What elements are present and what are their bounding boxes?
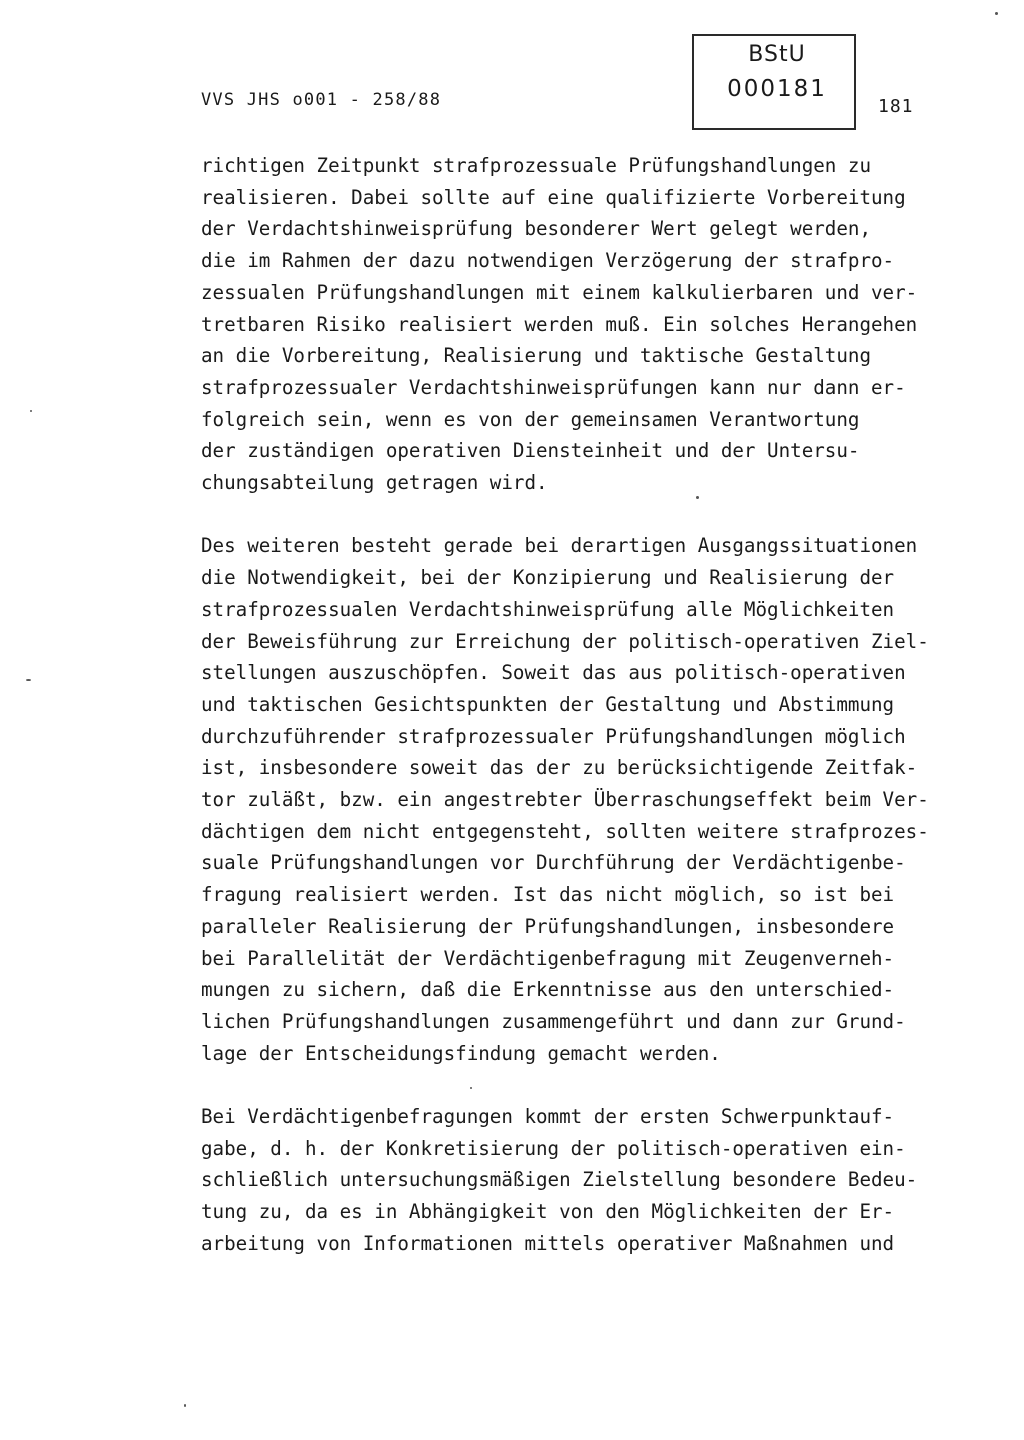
text-line: stellungen auszuschöpfen. Soweit das aus politisch-operativen [201, 661, 906, 685]
text-line: der Verdachtshinweisprüfung besonderer Wert gelegt werden, [201, 217, 872, 241]
text-line: tung zu, da es in Abhängigkeit von den Möglichkeiten der Er- [201, 1200, 895, 1224]
text-line: bei Parallelität der Verdächtigenbefragung mit Zeugenverneh- [201, 946, 895, 970]
scan-speck [30, 410, 32, 412]
paragraph-3 [201, 1101, 1001, 1260]
text-line: realisieren. Dabei sollte auf eine qualifizierte Vorbereitung [201, 185, 906, 209]
text-line: mungen zu sichern, daß die Erkenntnisse aus den unterschied- [201, 978, 895, 1002]
text-line: lichen Prüfungshandlungen zusammengeführt und dann zur Grund- [201, 1009, 906, 1033]
stamp-archive-name: BStU [748, 42, 806, 67]
text-line: Bei Verdächtigenbefragungen kommt der ersten Schwerpunktauf- [201, 1105, 895, 1129]
scan-speck [184, 1404, 186, 1407]
text-line: lage der Entscheidungsfindung gemacht werden. [201, 1041, 721, 1065]
text-line: tor zuläßt, bzw. ein angestrebter Überraschungseffekt beim Ver- [201, 788, 929, 812]
stamp-number: 000181 [727, 76, 827, 102]
text-line: gabe, d. h. der Konkretisierung der politisch-operativen ein- [201, 1136, 906, 1160]
text-line: Des weiteren besteht gerade bei derartigen Ausgangssituationen [201, 534, 918, 558]
body-text [201, 150, 1001, 1260]
text-line: fragung realisiert werden. Ist das nicht möglich, so ist bei [201, 883, 895, 907]
scan-speck [995, 12, 998, 15]
scan-speck [470, 1087, 472, 1089]
scan-speck [26, 679, 31, 681]
text-line: die Notwendigkeit, bei der Konzipierung und Realisierung der [201, 566, 895, 590]
text-line: suale Prüfungshandlungen vor Durchführung der Verdächtigenbe- [201, 851, 906, 875]
text-line: zessualen Prüfungshandlungen mit einem kalkulierbaren und ver- [201, 280, 918, 304]
text-line: ist, insbesondere soweit das der zu berücksichtigende Zeitfak- [201, 756, 918, 780]
scan-speck [696, 496, 699, 499]
text-line: strafprozessualen Verdachtshinweisprüfung alle Möglichkeiten [201, 597, 895, 621]
text-line: chungsabteilung getragen wird. [201, 471, 548, 495]
paragraph-gap [201, 1069, 1001, 1101]
paragraph-gap [201, 499, 1001, 531]
paragraph-2 [201, 530, 1001, 1069]
text-line: arbeitung von Informationen mittels operativer Maßnahmen und [201, 1231, 895, 1255]
archive-stamp [692, 34, 856, 130]
text-line: paralleler Realisierung der Prüfungshandlungen, insbesondere [201, 914, 895, 938]
text-line: die im Rahmen der dazu notwendigen Verzögerung der strafpro- [201, 249, 895, 273]
text-line: an die Vorbereitung, Realisierung und taktische Gestaltung [201, 344, 872, 368]
text-line: folgreich sein, wenn es von der gemeinsamen Verantwortung [201, 407, 860, 431]
text-line: durchzuführender strafprozessualer Prüfungshandlungen möglich [201, 724, 906, 748]
text-line: der zuständigen operativen Diensteinheit und der Untersu- [201, 439, 860, 463]
page-number: 181 [878, 96, 914, 117]
text-line: und taktischen Gesichtspunkten der Gestaltung und Abstimmung [201, 692, 895, 716]
paragraph-1 [201, 150, 1001, 499]
text-line: richtigen Zeitpunkt strafprozessuale Prüfungshandlungen zu [201, 154, 872, 177]
text-line: der Beweisführung zur Erreichung der politisch-operativen Ziel- [201, 629, 929, 653]
text-line: strafprozessualer Verdachtshinweisprüfungen kann nur dann er- [201, 375, 906, 399]
text-line: tretbaren Risiko realisiert werden muß. Ein solches Herangehen [201, 312, 918, 336]
text-line: dächtigen dem nicht entgegensteht, sollten weitere strafprozes- [201, 819, 929, 843]
document-reference: VVS JHS o001 - 258/88 [201, 90, 442, 110]
text-line: schließlich untersuchungsmäßigen Zielstellung besondere Bedeu- [201, 1168, 918, 1192]
